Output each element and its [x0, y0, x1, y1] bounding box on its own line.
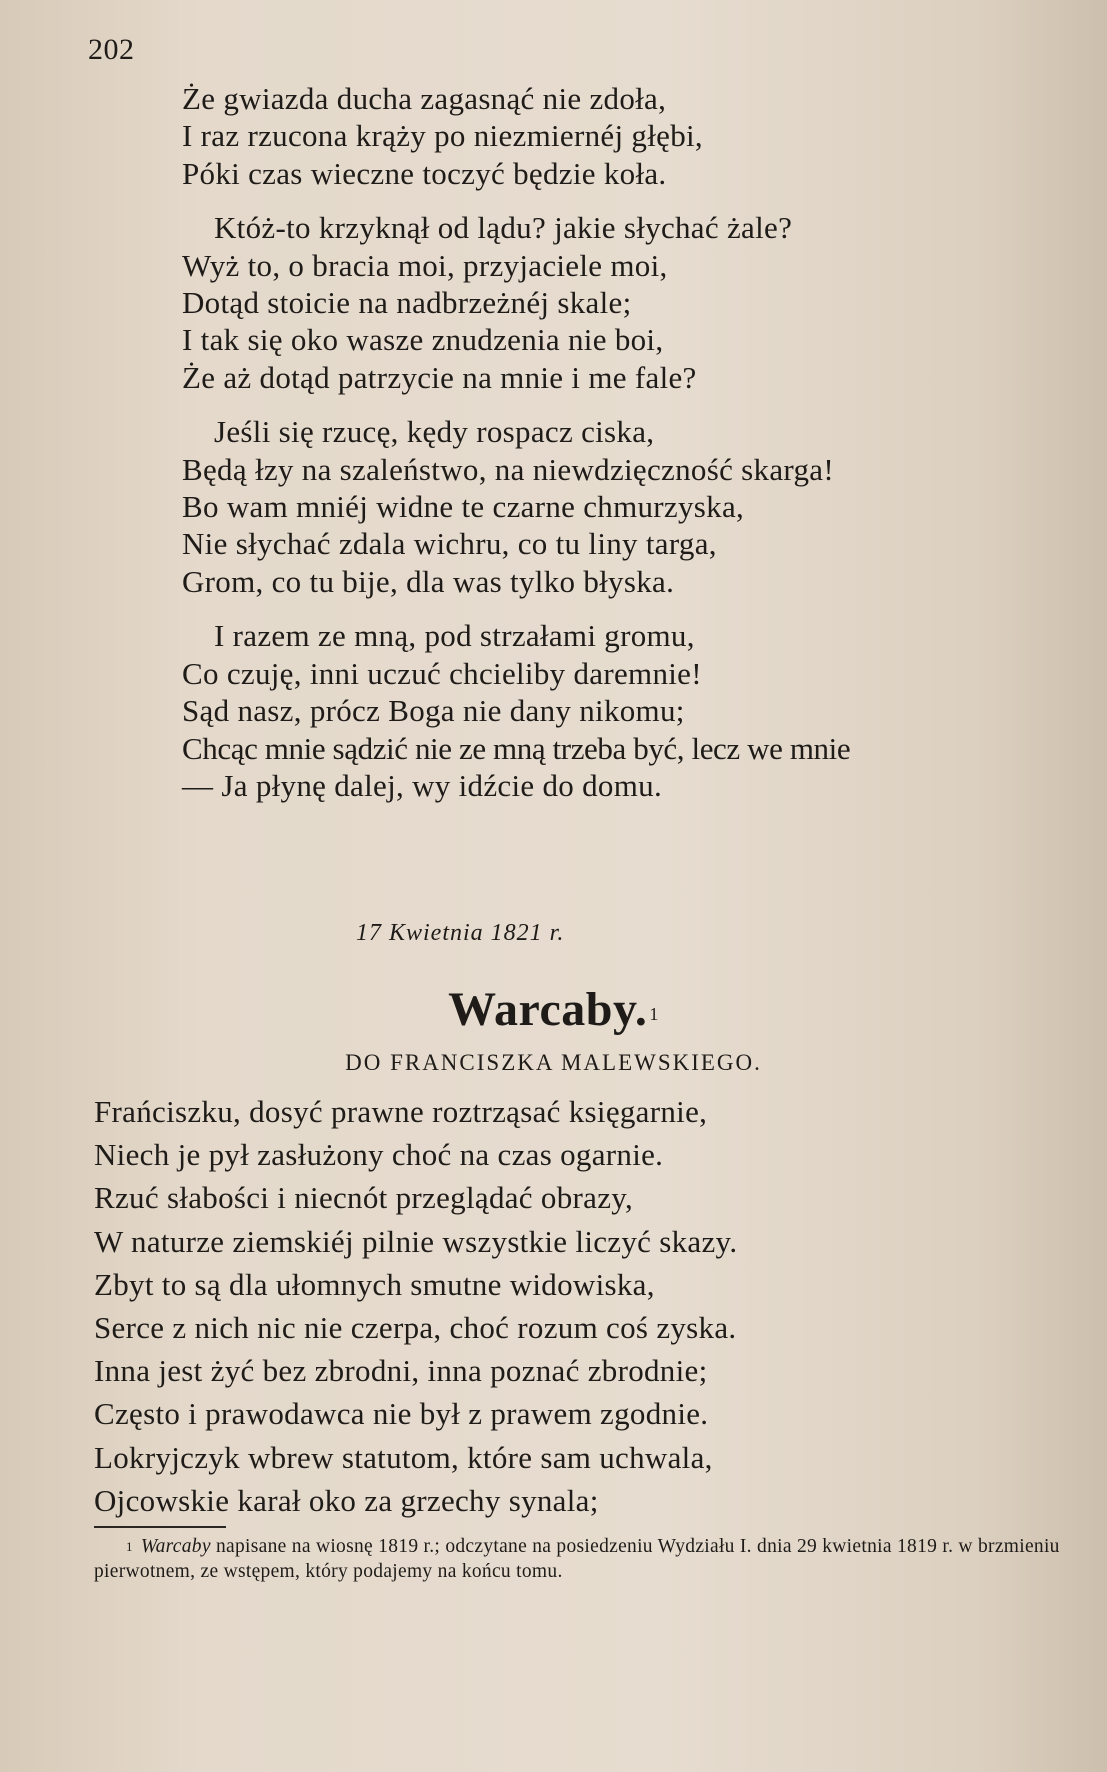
footnote-text: napisane na wiosnę 1819 r.; odczytane na posiedzeniu Wydziału I. dnia 29 kwietnia 1819 r. w brzmieniu pierwotnem, ze wstępem, który podajemy na końcu tomu.	[94, 1536, 1060, 1582]
poem-line: Co czuję, inni uczuć chcieliby daremnie!	[182, 655, 702, 691]
poem-line: Frańciszku, dosyć prawne roztrząsać księgarnie,	[94, 1094, 708, 1129]
poem-line: Dotąd stoicie na nadbrzeżnéj skale;	[182, 285, 632, 321]
footnote-title: Warcaby	[140, 1536, 211, 1557]
stanza-3	[182, 413, 1062, 600]
poem-line: Nie słychać zdala wichru, co tu liny targa,	[182, 526, 717, 562]
footnote-reference: 1	[649, 1004, 659, 1024]
footnote-marker: 1	[126, 1539, 133, 1554]
poem-line: Rzuć słabości i niecnót przeglądać obrazy,	[94, 1180, 634, 1216]
stanza-2	[182, 209, 1062, 396]
stanza-1	[182, 80, 1062, 192]
poem-line: Zbyt to są dla ułomnych smutne widowiska,	[94, 1266, 655, 1302]
poem-line: Bo wam mniéj widne te czarne chmurzyska,	[182, 489, 745, 525]
poem-date: 17 Kwietnia 1821 r.	[356, 920, 565, 946]
poem-continued	[182, 80, 1062, 821]
poem-line: Inna jest żyć bez zbrodni, inna poznać zbrodnie;	[94, 1353, 708, 1389]
poem-line: I tak się oko wasze znudzenia nie boi,	[182, 322, 664, 358]
poem-warcaby	[94, 1090, 1054, 1522]
poem-line: Lokryjczyk wbrew statutom, które sam uchwala,	[94, 1439, 713, 1475]
poem-title	[0, 980, 1107, 1040]
poem-line: Jeśli się rzucę, kędy rospacz ciska,	[214, 414, 655, 450]
poem-line: — Ja płynę dalej, wy idźcie do domu.	[182, 767, 662, 803]
footnote-divider	[94, 1526, 226, 1528]
page-number: 202	[88, 33, 135, 66]
poem-line: Grom, co tu bije, dla was tylko błyska.	[182, 563, 675, 599]
footnote	[94, 1534, 1060, 1584]
poem-line: Wyż to, o bracia moi, przyjaciele moi,	[182, 247, 668, 283]
poem-line: Póki czas wieczne toczyć będzie koła.	[182, 155, 667, 191]
poem-line: Niech je pył zasłużony choć na czas ogarnie.	[94, 1137, 664, 1173]
poem-line: Że gwiazda ducha zagasnąć nie zdoła,	[182, 81, 667, 116]
poem-line: W naturze ziemskiéj pilnie wszystkie liczyć skazy.	[94, 1223, 738, 1259]
poem-line: Serce z nich nic nie czerpa, choć rozum coś zyska.	[94, 1310, 737, 1346]
poem-title-text: Warcaby.	[448, 983, 648, 1036]
poem-line: Często i prawodawca nie był z prawem zgodnie.	[94, 1396, 709, 1432]
poem-line: Będą łzy na szaleństwo, na niewdzięczność skarga!	[182, 451, 834, 487]
poem-dedication: DO FRANCISZKA MALEWSKIEGO.	[345, 1050, 762, 1075]
poem-line: Sąd nasz, prócz Boga nie dany nikomu;	[182, 693, 685, 729]
stanza-4	[182, 617, 1062, 804]
poem-line: I raz rzucona krąży po niezmiernéj głębi,	[182, 118, 703, 154]
poem-line: Któż-to krzyknął od lądu? jakie słychać żale?	[214, 210, 793, 246]
poem-line: I razem ze mną, pod strzałami gromu,	[214, 618, 695, 654]
poem-line: Chcąc mnie sądzić nie ze mną trzeba być, lecz we mnie	[182, 730, 851, 766]
poem-line: Że aż dotąd patrzycie na mnie i me fale?	[182, 359, 697, 395]
poem-line: Ojcowskie karał oko za grzechy synala;	[94, 1482, 599, 1518]
